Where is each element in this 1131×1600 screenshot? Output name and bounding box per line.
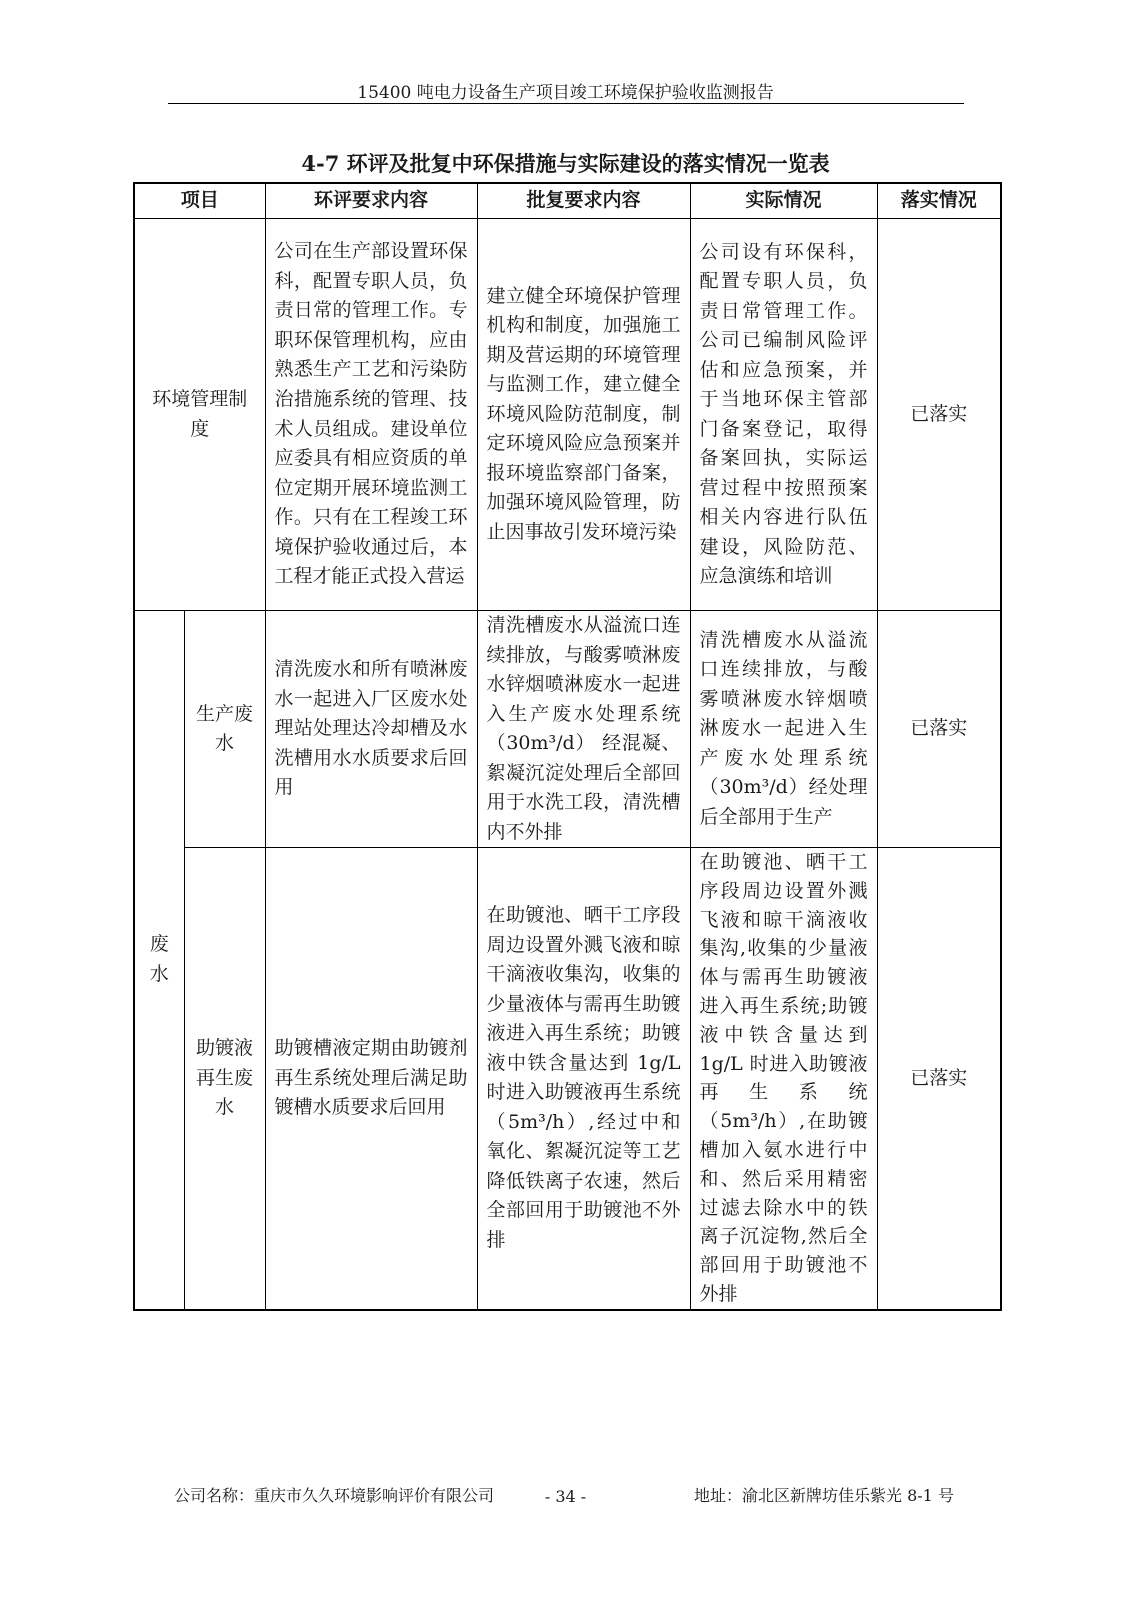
row-eia: 助镀槽液定期由助镀剂再生系统处理后满足助镀槽水质要求后回用 [265,848,477,1310]
header-rule [168,103,964,104]
table-row [134,611,1001,848]
row-actual: 在助镀池、晒干工序段周边设置外溅飞液和晾干滴液收集沟,收集的少量液体与需再生助镀液进入再生系统;助镀液中铁含量达到 1g/L 时进入助镀液再生系统（5m³/h）,在助镀槽加入氨水进行中和、然后采用精密过滤去除水中的铁离子沉淀物,然后全部回用于助镀池不外排 [690,848,877,1310]
footer-address: 地址：渝北区新牌坊佳乐紫光 8-1 号 [694,1486,954,1505]
row-actual: 公司设有环保科，配置专职人员，负责日常管理工作。公司已编制风险评估和应急预案，并于当地环保主管部门备案登记，取得备案回执，实际运营过程中按照预案相关内容进行队伍建设，风险防范、应急演练和培训 [690,219,877,611]
col-header-item: 项目 [134,183,265,219]
row-eia: 公司在生产部设置环保科，配置专职人员，负责日常的管理工作。专职环保管理机构，应由熟悉生产工艺和污染防治措施系统的管理、技术人员组成。建设单位应委具有相应资质的单位定期开展环境监测工作。只有在工程竣工环境保护验收通过后，本工程才能正式投入营运 [265,219,477,611]
group-wastewater: 废水 [134,611,184,1310]
page-header: 15400 吨电力设备生产项目竣工环境保护验收监测报告 [357,83,774,103]
row-approval: 清洗槽废水从溢流口连续排放，与酸雾喷淋废水锌烟喷淋废水一起进入生产废水处理系统（30m³/d） 经混凝、絮凝沉淀处理后全部回用于水洗工段，清洗槽内不外排 [477,611,690,848]
row-item: 助镀液再生废水 [184,848,265,1310]
page-number: - 34 - [544,1487,587,1506]
row-actual: 清洗槽废水从溢流口连续排放，与酸雾喷淋废水锌烟喷淋废水一起进入生产废水处理系统（30m³/d）经处理后全部用于生产 [690,611,877,848]
row-status: 已落实 [877,611,1001,848]
row-eia: 清洗废水和所有喷淋废水一起进入厂区废水处理站处理达冷却槽及水洗槽用水水质要求后回用 [265,611,477,848]
row-status: 已落实 [877,848,1001,1310]
table-header-row [134,183,1001,219]
row-item: 环境管理制度 [134,219,265,611]
col-header-eia: 环评要求内容 [265,183,477,219]
col-header-status: 落实情况 [877,183,1001,219]
row-approval: 建立健全环境保护管理机构和制度，加强施工期及营运期的环境管理与监测工作，建立健全环境风险防范制度，制定环境风险应急预案并报环境监察部门备案，加强环境风险管理，防止因事故引发环境污染 [477,219,690,611]
table-row [134,848,1001,1310]
table-row [134,219,1001,611]
row-status: 已落实 [877,219,1001,611]
row-approval: 在助镀池、晒干工序段周边设置外溅飞液和晾干滴液收集沟，收集的少量液体与需再生助镀液进入再生系统；助镀液中铁含量达到 1g/L 时进入助镀液再生系统（5m³/h）,经过中和氧化、絮凝沉淀等工艺降低铁离子农速，然后全部回用于助镀池不外排 [477,848,690,1310]
col-header-actual: 实际情况 [690,183,877,219]
measures-table [133,182,1002,1311]
footer-company: 公司名称：重庆市久久环境影响评价有限公司 [174,1486,495,1505]
row-item: 生产废水 [184,611,265,848]
table-title: 4-7 环评及批复中环保措施与实际建设的落实情况一览表 [301,151,830,176]
col-header-approval: 批复要求内容 [477,183,690,219]
